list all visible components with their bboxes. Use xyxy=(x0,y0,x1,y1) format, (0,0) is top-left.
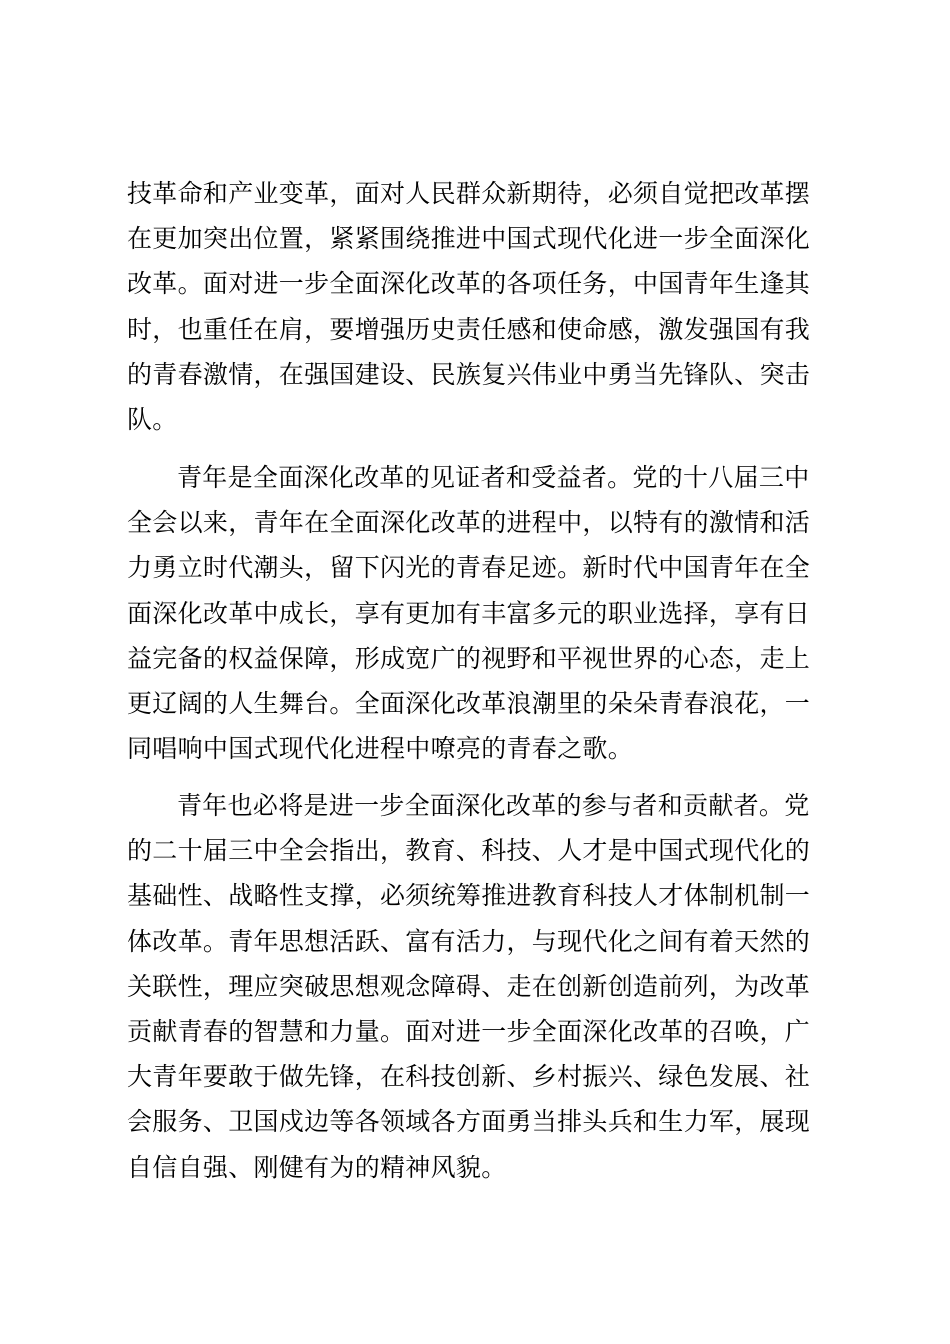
text-line: 益完备的权益保障，形成宽广的视野和平视世界的心态，走上 xyxy=(127,643,811,673)
text-line: 青年也必将是进一步全面深化改革的参与者和贡献者。党 xyxy=(177,791,810,820)
text-line: 同唱响中国式现代化进程中嘹亮的青春之歌。 xyxy=(127,734,634,764)
text-line: 队。 xyxy=(127,404,178,434)
text-line: 青年是全面深化改革的见证者和受益者。党的十八届三中 xyxy=(177,463,810,492)
text-line: 关联性，理应突破思想观念障碍、走在创新创造前列，为改革 xyxy=(127,971,811,1001)
text-line: 大青年要敢于做先锋，在科技创新、乡村振兴、绿色发展、社 xyxy=(127,1062,811,1092)
text-line: 面深化改革中成长，享有更加有丰富多元的职业选择，享有日 xyxy=(127,598,811,628)
text-line: 基础性、战略性支撑，必须统筹推进教育科技人才体制机制一 xyxy=(127,881,811,911)
text-line: 更辽阔的人生舞台。全面深化改革浪潮里的朵朵青春浪花，一 xyxy=(127,688,811,718)
text-line: 在更加突出位置，紧紧围绕推进中国式现代化进一步全面深化 xyxy=(127,224,811,254)
text-line: 体改革。青年思想活跃、富有活力，与现代化之间有着天然的 xyxy=(127,926,811,956)
text-line: 力勇立时代潮头，留下闪光的青春足迹。新时代中国青年在全 xyxy=(127,553,811,583)
text-line: 的青春激情，在强国建设、民族复兴伟业中勇当先锋队、突击 xyxy=(127,359,811,389)
paragraph-3 xyxy=(127,783,833,1190)
text-line: 技革命和产业变革，面对人民群众新期待，必须自觉把改革摆 xyxy=(127,179,811,208)
text-line: 会服务、卫国戍边等各领域各方面勇当排头兵和生力军，展现 xyxy=(127,1107,811,1137)
text-line: 贡献青春的智慧和力量。面对进一步全面深化改革的召唤，广 xyxy=(127,1016,811,1046)
text-line: 的二十届三中全会指出，教育、科技、人才是中国式现代化的 xyxy=(127,836,811,866)
paragraph-2 xyxy=(127,455,833,771)
paragraph-1 xyxy=(127,171,833,442)
text-line: 改革。面对进一步全面深化改革的各项任务，中国青年生逢其 xyxy=(127,269,811,299)
text-line: 时，也重任在肩，要增强历史责任感和使命感，激发强国有我 xyxy=(127,314,811,344)
text-line: 自信自强、刚健有为的精神风貌。 xyxy=(127,1152,507,1182)
text-line: 全会以来，青年在全面深化改革的进程中，以特有的激情和活 xyxy=(127,508,811,538)
